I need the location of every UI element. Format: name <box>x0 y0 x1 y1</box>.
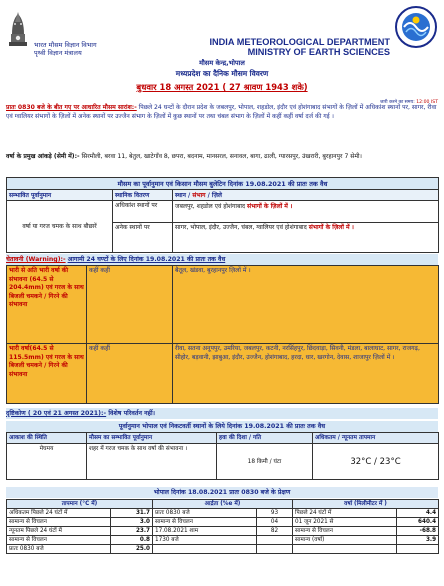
forecast-row-label: वर्षा या गरज चमक के साथ बौछारें <box>7 201 113 253</box>
obs-rain-value: 4.4 <box>397 509 439 518</box>
issue-time-label: जारी करने का समय: <box>379 100 415 105</box>
obs-temp-label: अधिकतम पिछले 24 घंटों में <box>7 509 111 518</box>
outlook-text: विशेष परिवर्तन नहीं। <box>108 410 156 417</box>
obs-temp-value: 25.0 <box>111 545 153 554</box>
outlook <box>6 408 438 419</box>
summary-text: पिछले 24 घन्टों के दौरान प्रदेश के जबलपुर, भोपाल, शहडोल, इंदौर एवं होशंगाबाद संभागों के ज़िलों में अधिकांश स्थानों पर, सागर, रीवा एवं ग्वालियर संभागों के ज़िलों में अनेक स्थानों पर उज्जैन संभाग के ज़िलों में कुछ स्थानों पर तथा चंबल संभाग के ज़िलों में कहीं कहीं वर्षा दर्ज की गई । <box>6 104 437 120</box>
obs-temp-value: 23.7 <box>111 527 153 536</box>
obs-temp-value: 0.8 <box>111 536 153 545</box>
obs-rain-value: 3.9 <box>397 536 439 545</box>
obs-row <box>7 536 439 545</box>
obs-temp-label: न्यूनतम पिछले 24 घंटों में <box>7 527 111 536</box>
rain-figures-label: वर्षा के प्रमुख आंकड़े (सेमी में):- <box>6 153 80 160</box>
centre-name: मौसम केन्द्र,भोपाल <box>199 59 245 67</box>
forecast-col-distribution: स्थानिक वितरण <box>113 190 173 201</box>
obs-row <box>7 518 439 527</box>
obs-row <box>7 527 439 536</box>
obs-rain-value <box>397 545 439 554</box>
obs-hum-value: 82 <box>257 527 293 536</box>
obs-rain-value: -68.8 <box>397 527 439 536</box>
warning-row2-label: भारी वर्षा(64.5 से 115.5mm) एवं गरज के साथ बिजली चमकने / गिरने की संभावना <box>7 344 87 404</box>
obs-temp-value: 3.0 <box>111 518 153 527</box>
bhopal-weather: शहर में गरज चमक के साथ वर्षा की संभावना । <box>87 444 217 480</box>
bhopal-wind: 18 किमी / घंटा <box>217 444 313 480</box>
col-place-red: संभाग <box>192 192 206 199</box>
warning-header <box>6 254 438 265</box>
national-emblem-icon <box>7 8 29 48</box>
warning-row2-places: रीवा, सतना अनूपपुर, उमरिया, जबलपुर, कटनी, नरसिंहपुर, छिंदवाड़ा, सिवनी, मंडला, बालाघाट, सागर, राजगढ़, सीहोर, बड़वानी, झाबुआ, इंदौर, उज्जैन, होशंगाबाद, हरदा, धार, खरगोन, देवास, शाजापुर ज़िलों में । <box>173 344 439 404</box>
warning-text: आगामी 24 घण्टों के लिए दिनांक 19.08.2021 की प्रातः तक वैध <box>67 256 226 263</box>
obs-hum-label <box>153 545 257 554</box>
obs-col-rain: वर्षा (मिलीमीटर में ) <box>293 500 439 509</box>
forecast-dist-2: अनेक स्थानों पर <box>113 223 173 253</box>
obs-rain-label <box>293 545 397 554</box>
obs-hum-label: प्रातः 0830 बजे <box>153 509 257 518</box>
obs-col-humidity: आर्द्रता (%e में) <box>153 500 293 509</box>
obs-col-temp: तापमान (°C में) <box>7 500 153 509</box>
obs-hum-label: 1730 बजे <box>153 536 257 545</box>
warning-table <box>6 265 439 404</box>
issue-time-value: 12:00 IST <box>416 100 438 105</box>
forecast-col-outlook: सम्भावित पूर्वानुमान <box>7 190 113 201</box>
bhopal-temp: 32°C / 23°C <box>313 444 439 480</box>
rain-figures <box>6 153 438 162</box>
forecast-col-place: स्थान / संभाग / ज़िले <box>173 190 439 201</box>
forecast-places-2 <box>173 223 439 253</box>
obs-temp-label: प्रातः 0830 बजे <box>7 545 111 554</box>
department-name: INDIA METEOROLOGICAL DEPARTMENT <box>209 37 390 47</box>
forecast-places-1 <box>173 201 439 223</box>
places2-red: संभागों के ज़िलों में । <box>308 224 354 231</box>
observations-table <box>6 499 439 554</box>
col-place-prefix: स्थान <box>175 192 186 199</box>
bhopal-col-weather: मौसम का सम्भावित पूर्वानुमान <box>87 433 217 444</box>
imd-logo-icon <box>394 5 438 49</box>
ministry-hindi-line1: भारत मौसम विज्ञान विभाग <box>34 41 97 49</box>
bhopal-col-sky: आकाश की स्थिति <box>7 433 87 444</box>
forecast-bar: मौसम का पूर्वानुमान एवं किसान मौसम बुलेटिन दिनांक 19.08.2021 की प्रातः तक वैध <box>7 178 439 190</box>
warning-row2-dist: कहीं कहीं <box>87 344 173 404</box>
warning-row1-places: बैतूल, खंडवा, बुरहानपुर ज़िलों में । <box>173 266 439 344</box>
bhopal-col-wind: हवा की दिशा / गति <box>217 433 313 444</box>
rain-figures-text: सिरमौली, बरवा 11, बेतुल, खाटेगाँव 8, छपरा, बदनाम, मानसरल, सनावल, बागा, ढाली, ग्यारसपुर, उंखरारी, बुरहानपुर 7 सेमी। <box>81 153 362 160</box>
weather-summary <box>6 104 438 121</box>
summary-lead: प्रातः 0830 बजे के बीत गए पर आधारित मौसम सारांश:- <box>6 104 137 111</box>
places1-prefix: जबलपुर, शहडोल एवं होशंगाबाद <box>175 203 246 210</box>
obs-rain-label: सामान्य (वर्षा) <box>293 536 397 545</box>
ministry-name: MINISTRY OF EARTH SCIENCES <box>247 47 390 57</box>
obs-hum-value: 93 <box>257 509 293 518</box>
warning-row1-label: भारी से अति भारी वर्षा की संभावना (64.5 से 204.4mm) एवं गरज के साथ बिजली चमकने / गिरने की संभावना <box>7 266 87 344</box>
obs-hum-value <box>257 545 293 554</box>
obs-temp-label: सामान्य से विचलन <box>7 518 111 527</box>
report-title: मध्यप्रदेश का दैनिक मौसम विवरण <box>175 69 269 78</box>
ministry-hindi-line2: पृथ्वी विज्ञान मंत्रालय <box>34 49 82 57</box>
forecast-table <box>6 177 439 253</box>
observations-bar: भोपाल दिनांक 18.08.2021 प्रातः 0830 बजे के प्रेक्षण <box>6 487 438 498</box>
bhopal-col-temp: अधिकतम / न्यूनतम तापमान <box>313 433 439 444</box>
obs-rain-label: 01 जून 2021 से <box>293 518 397 527</box>
col-place-suffix: / ज़िले <box>207 192 222 199</box>
places1-red: संभागों के ज़िलों में । <box>247 203 293 210</box>
obs-rain-label: पिछले 24 घंटों में <box>293 509 397 518</box>
obs-row <box>7 545 439 554</box>
obs-temp-label: सामान्य से विचलन <box>7 536 111 545</box>
obs-temp-value: 31.7 <box>111 509 153 518</box>
obs-hum-value: 04 <box>257 518 293 527</box>
obs-hum-value <box>257 536 293 545</box>
obs-hum-label: 17.08.2021 शाम <box>153 527 257 536</box>
obs-rain-value: 640.4 <box>397 518 439 527</box>
bhopal-forecast-table <box>6 432 439 480</box>
warning-row1-dist: कहीं कहीं <box>87 266 173 344</box>
warning-label: चेतावनी (Warning):- <box>6 256 66 263</box>
obs-rain-label: सामान्य से विचलन <box>293 527 397 536</box>
report-date <box>0 82 444 93</box>
obs-row <box>7 509 439 518</box>
report-date-text: बुधवार 18 अगस्त 2021 ( 27 श्रावण 1943 शके) <box>136 82 308 92</box>
bhopal-sky: मेघमय <box>7 444 87 480</box>
outlook-label: दृष्टिकोण ( 20 एवं 21 अगस्त 2021):- <box>6 410 107 417</box>
obs-hum-label: सामान्य से विचलन <box>153 518 257 527</box>
bhopal-forecast-bar: पूर्वानुमान भोपाल एवं निकटवर्ती स्थानों के लिये दिनांक 19.08.2021 की प्रातः तक वैध <box>6 421 438 432</box>
places2-prefix: सागर, भोपाल, इंदौर, उज्जैन, चंबल, ग्वालियर एवं होशंगाबाद <box>175 224 307 231</box>
forecast-dist-1: अधिकांश स्थानों पर <box>113 201 173 223</box>
